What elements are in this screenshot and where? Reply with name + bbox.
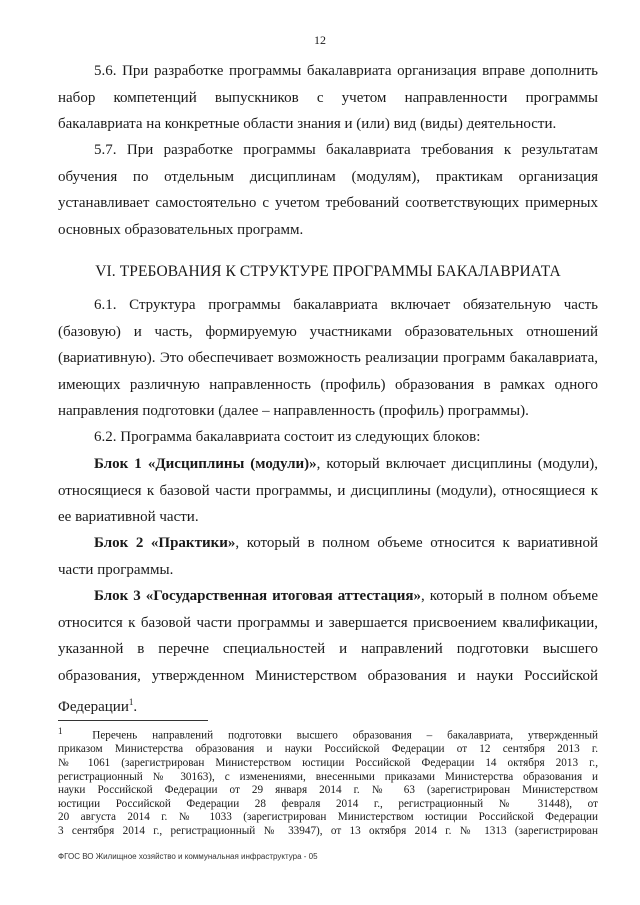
footnote-line: науки Российской Федерации от 29 января 2014 г. № 63 (зарегистрирован Министерством [58,784,598,797]
text-line: направления подготовки (далее – направленность (профиль) программы). [58,403,529,419]
footnote-mark: 1 [58,726,63,736]
text-line: устанавливает самостоятельно с учетом требований соответствующих примерных [58,195,598,211]
block-3-last-words: Федерации [58,699,129,715]
text-line: указанной в перечне специальностей и направлений подготовки высшего [58,641,598,657]
text-line: 5.7. При разработке программы бакалавриата требования к результатам [94,142,598,158]
text-line: 6.1. Структура программы бакалавриата включает обязательную часть [94,297,598,313]
text-line [58,451,598,478]
footnote-text: Перечень направлений подготовки высшего образования – бакалавриата, утвержденный [92,729,599,742]
text-line: набор компетенций выпускников с учетом направленности программы [58,89,598,106]
block-3-period: . [133,699,138,715]
text-line: бакалавриата на конкретные области знания и (или) вид (виды) деятельности. [58,116,557,132]
block-1-paragraph [58,451,598,531]
block-1-title: Блок 1 «Дисциплины (модули)» [94,456,317,472]
block-3-paragraph [58,583,598,721]
footnote-divider [58,720,208,721]
paragraph-6-2 [58,424,598,451]
paragraph-6-1 [58,292,598,425]
section-heading: VI. ТРЕБОВАНИЯ К СТРУКТУРЕ ПРОГРАММЫ БАКАЛАВРИАТА [95,263,561,280]
block-3-text: , который в полном объеме [421,588,598,604]
footnote [58,725,598,838]
text-line: имеющих различную направленность (профиль) образования в рамках одного [58,376,598,393]
text-line: (вариативную). Это обеспечивает возможность реализации программ бакалавриата, [58,350,598,366]
footnote-line: 20 августа 2014 г. № 1033 (зарегистрирован Министерством юстиции Российской Федерации [58,811,598,824]
block-1-text: , который включает дисциплины (модули), [316,456,598,472]
text-line: образования, утвержденном Министерством образования и науки Российской [58,667,598,684]
page-number: 12 [314,33,326,47]
block-2-text: , который в полном объеме относится к вариативной [235,535,598,551]
text-line [58,689,598,721]
text-line: относится к базовой части программы и завершается присвоением квалификации, [58,614,598,631]
text-line: 6.2. Программа бакалавриата состоит из следующих блоков: [94,429,481,445]
text-line [58,583,598,610]
text-line: части программы. [58,561,174,578]
paragraph-5-6 [58,58,598,138]
footnote-line: № 1061 (зарегистрирован Министерством юстиции Российской Федерации 14 октября 2013 г., [58,756,598,769]
footnote-line: 3 сентября 2014 г., регистрационный № 33947), от 13 октября 2014 г. № 1313 (зарегистрирован [58,824,598,837]
footnote-ref: 1 [128,697,134,707]
block-3-title: Блок 3 «Государственная итоговая аттестация» [94,588,422,604]
block-2-paragraph [58,530,598,583]
text-line [58,530,598,557]
text-line: основных образовательных программ. [58,221,304,238]
footnote-line [58,725,598,743]
text-line: 5.6. При разработке программы бакалавриата организация вправе дополнить [94,63,598,79]
document-footer: ФГОС ВО Жилищное хозяйство и коммунальная инфраструктура - 05 [58,852,318,861]
footnote-line: юстиции Российской Федерации 28 февраля 2014 г., регистрационный № 31448), от [58,797,598,810]
text-line: ее вариативной части. [58,509,199,525]
text-line: (базовую) и часть, формируемую участниками образовательных отношений [58,323,598,340]
text-line: относящиеся к базовой части программы, и дисциплины (модули), относящиеся к [58,482,598,499]
footnote-line: приказом Министерства образования и науки Российской Федерации от 12 сентября 2013 г. [58,743,598,756]
paragraph-5-7 [58,137,598,243]
text-line: обучения по отдельным дисциплинам (модулям), практикам организация [58,168,598,185]
block-2-title: Блок 2 «Практики» [94,535,236,551]
footnote-line: регистрационный № 30163), с изменениями, внесенными приказами Министерства образования и [58,770,598,783]
